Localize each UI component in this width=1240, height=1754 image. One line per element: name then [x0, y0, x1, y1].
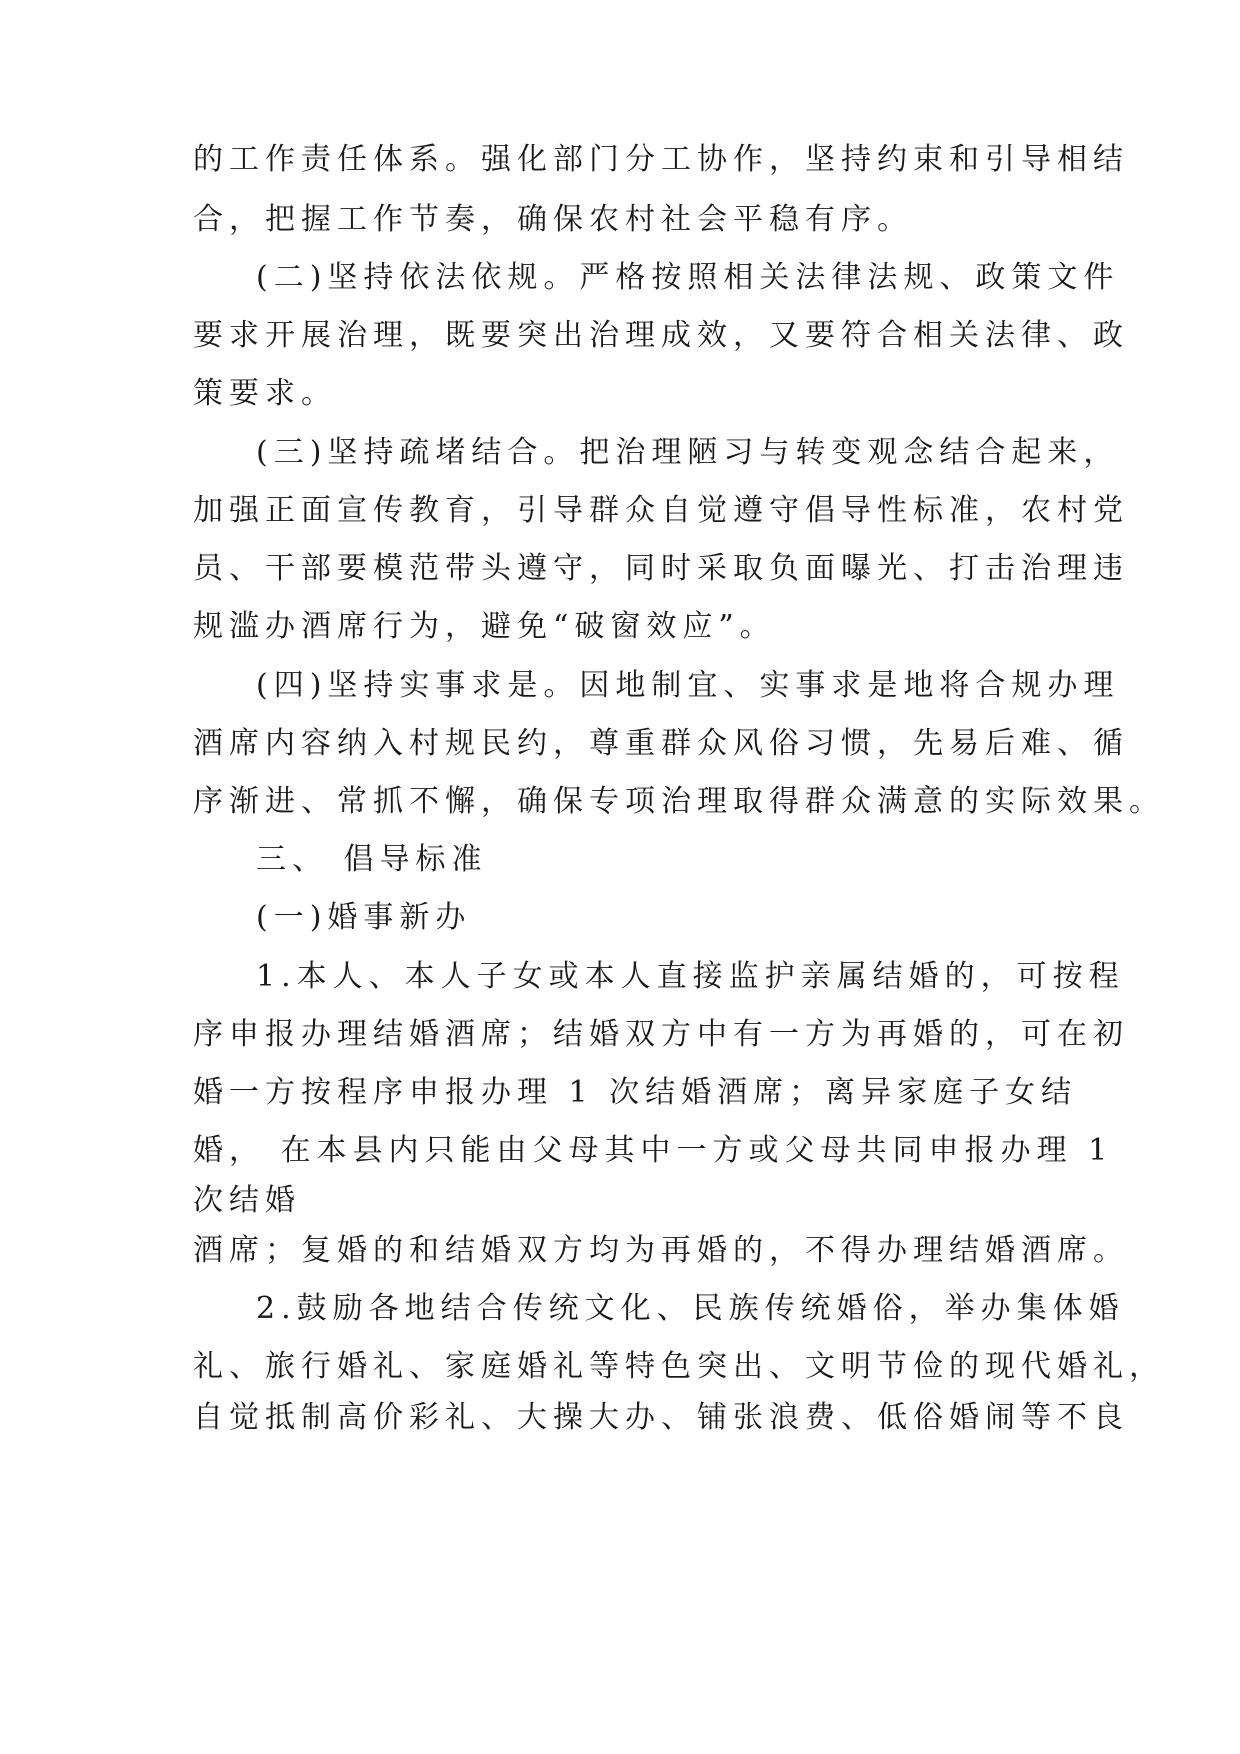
text-line: 序渐进、常抓不懈，确保专项治理取得群众满意的实际效果。	[193, 784, 1165, 819]
subsection-heading: (一)婚事新办	[256, 900, 472, 935]
text-line: 婚一方按程序申报办理 1 次结婚酒席；离异家庭子女结	[193, 1075, 1078, 1110]
list-item-1-start: 1.本人、本人子女或本人直接监护亲属结婚的，可按程	[256, 959, 1125, 994]
text-line: 策要求。	[193, 376, 337, 411]
text-line: 要求开展治理，既要突出治理成效，又要符合相关法律、政	[193, 318, 1129, 353]
section-heading: 三、 倡导标准	[256, 842, 488, 877]
text-line: 加强正面宣传教育，引导群众自觉遵守倡导性标准，农村党	[193, 493, 1129, 528]
text-line: 序申报办理结婚酒席；结婚双方中有一方为再婚的，可在初	[193, 1017, 1129, 1052]
paragraph-heading-4: (四)坚持实事求是。因地制宜、实事求是地将合规办理	[256, 668, 1120, 703]
paragraph-heading-2: (二)坚持依法依规。严格按照相关法律法规、政策文件	[256, 260, 1120, 295]
list-item-2-start: 2.鼓励各地结合传统文化、民族传统婚俗，举办集体婚	[256, 1291, 1125, 1326]
text-line: 次结婚	[193, 1183, 301, 1218]
text-line: 礼、旅行婚礼、家庭婚礼等特色突出、文明节俭的现代婚礼，	[193, 1349, 1165, 1384]
text-line: 酒席内容纳入村规民约，尊重群众风俗习惯，先易后难、循	[193, 726, 1129, 761]
text-line: 合，把握工作节奏，确保农村社会平稳有序。	[193, 202, 913, 237]
text-line: 员、干部要模范带头遵守，同时采取负面曝光、打击治理违	[193, 551, 1129, 586]
text-line: 的工作责任体系。强化部门分工协作，坚持约束和引导相结	[193, 142, 1129, 177]
text-line: 酒席；复婚的和结婚双方均为再婚的，不得办理结婚酒席。	[193, 1233, 1129, 1268]
paragraph-heading-3: (三)坚持疏堵结合。把治理陋习与转变观念结合起来，	[256, 435, 1120, 470]
text-line: 自觉抵制高价彩礼、大操大办、铺张浪费、低俗婚闹等不良	[193, 1400, 1129, 1435]
text-line: 规滥办酒席行为，避免“破窗效应”。	[193, 609, 776, 644]
text-line: 婚， 在本县内只能由父母其中一方或父母共同申报办理 1	[193, 1133, 1114, 1168]
